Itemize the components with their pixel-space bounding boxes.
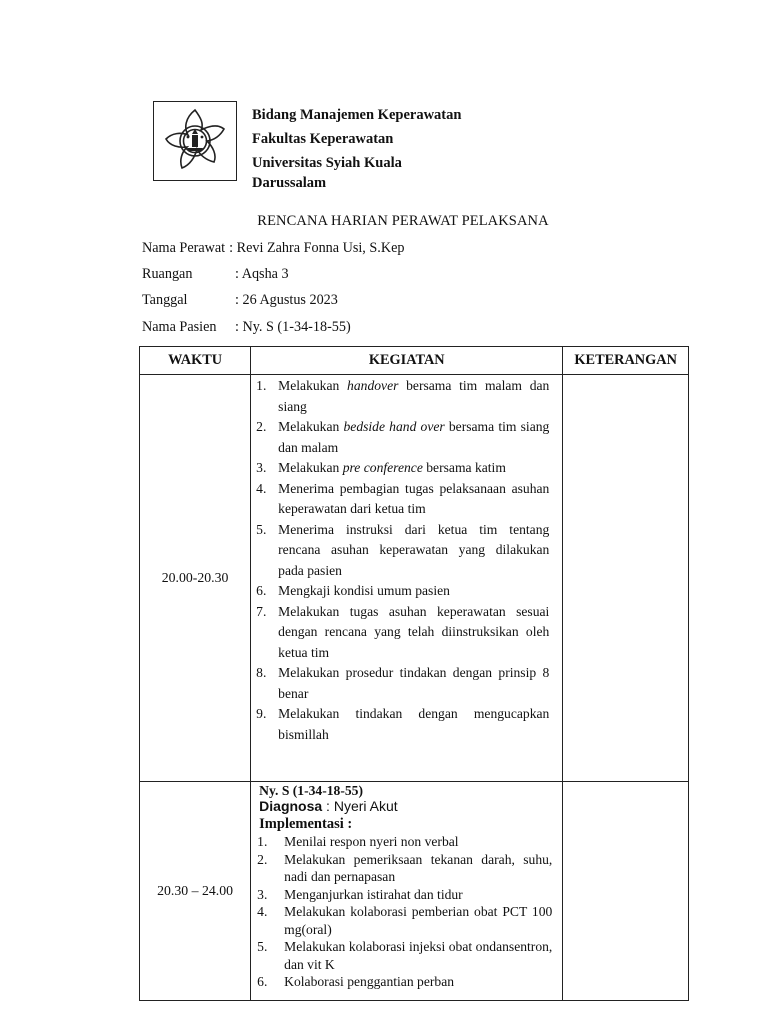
activity-list — [251, 376, 562, 745]
table-row — [140, 782, 689, 1001]
implementation-list — [251, 833, 562, 991]
institution-line: Fakultas Keperawatan — [252, 131, 394, 147]
list-item: 4. Menerima pembagian tugas pelaksanaan asuhan keperawatan dari ketua tim — [256, 480, 550, 516]
list-item: 7. Melakukan tugas asuhan keperawatan sesuai dengan rencana yang telah diinstruksikan oleh ketua tim — [256, 603, 550, 660]
table-header-row — [140, 347, 689, 375]
activity-cell — [251, 375, 563, 782]
meta-row-nurse — [142, 240, 404, 257]
list-item: 9. Melakukan tindakan dengan mengucapkan bismillah — [256, 706, 550, 742]
daily-plan-table — [139, 346, 689, 1001]
document-title: RENCANA HARIAN PERAWAT PELAKSANA — [257, 213, 549, 229]
meta-row-date — [142, 292, 338, 309]
meta-value: : 26 Agustus 2023 — [235, 292, 338, 308]
meta-label: Ruangan — [142, 266, 193, 282]
meta-label: Nama Pasien — [142, 319, 217, 335]
meta-row-patient — [142, 319, 351, 336]
meta-label: Tanggal — [142, 292, 188, 308]
time-cell: 20.00-20.30 — [140, 375, 251, 782]
list-item: 5. Menerima instruksi dari ketua tim tentang rencana asuhan keperawatan yang dilakukan pada pasien — [256, 521, 550, 578]
list-item: 2. Melakukan bedside hand over bersama tim siang dan malam — [256, 419, 550, 455]
meta-value: : Revi Zahra Fonna Usi, S.Kep — [229, 240, 405, 256]
meta-row-room — [142, 266, 289, 283]
meta-value: : Aqsha 3 — [235, 266, 289, 282]
implementation-heading: Implementasi : — [259, 816, 353, 832]
meta-value: : Ny. S (1-34-18-55) — [235, 319, 351, 335]
list-item: 2. Melakukan pemeriksaan tekanan darah, suhu, nadi dan pernapasan — [257, 851, 553, 884]
column-header-keterangan: KETERANGAN — [563, 347, 689, 375]
university-seal-icon — [154, 102, 236, 180]
patient-label: Ny. S (1-34-18-55) — [259, 783, 363, 798]
note-cell — [563, 782, 689, 1001]
institution-line: Darussalam — [252, 175, 327, 191]
list-item: 1. Melakukan handover bersama tim malam dan siang — [256, 378, 550, 414]
diagnosis-line: Diagnosa : Nyeri Akut — [259, 798, 398, 814]
list-item: 6. Mengkaji kondisi umum pasien — [256, 583, 450, 598]
list-item: 5. Melakukan kolaborasi injeksi obat ondansentron, dan vit K — [257, 939, 553, 972]
note-cell — [563, 375, 689, 782]
time-cell: 20.30 – 24.00 — [140, 782, 251, 1001]
meta-label: Nama Perawat — [142, 240, 226, 256]
column-header-kegiatan: KEGIATAN — [251, 347, 563, 375]
list-item: 3. Menganjurkan istirahat dan tidur — [257, 886, 463, 902]
list-item: 3. Melakukan pre conference bersama katim — [256, 460, 506, 475]
list-item: 6. Kolaborasi penggantian perban — [257, 974, 455, 989]
university-logo — [153, 101, 237, 181]
list-item: 8. Melakukan prosedur tindakan dengan prinsip 8 benar — [256, 665, 550, 701]
list-item: 4. Melakukan kolaborasi pemberian obat PCT 100 mg(oral) — [257, 904, 553, 937]
institution-line: Universitas Syiah Kuala — [252, 155, 402, 171]
column-header-waktu: WAKTU — [140, 347, 251, 375]
institution-line: Bidang Manajemen Keperawatan — [252, 107, 462, 123]
activity-cell — [251, 782, 563, 1001]
list-item: 1. Menilai respon nyeri non verbal — [257, 834, 459, 849]
table-row — [140, 375, 689, 782]
institution-header — [252, 103, 461, 192]
